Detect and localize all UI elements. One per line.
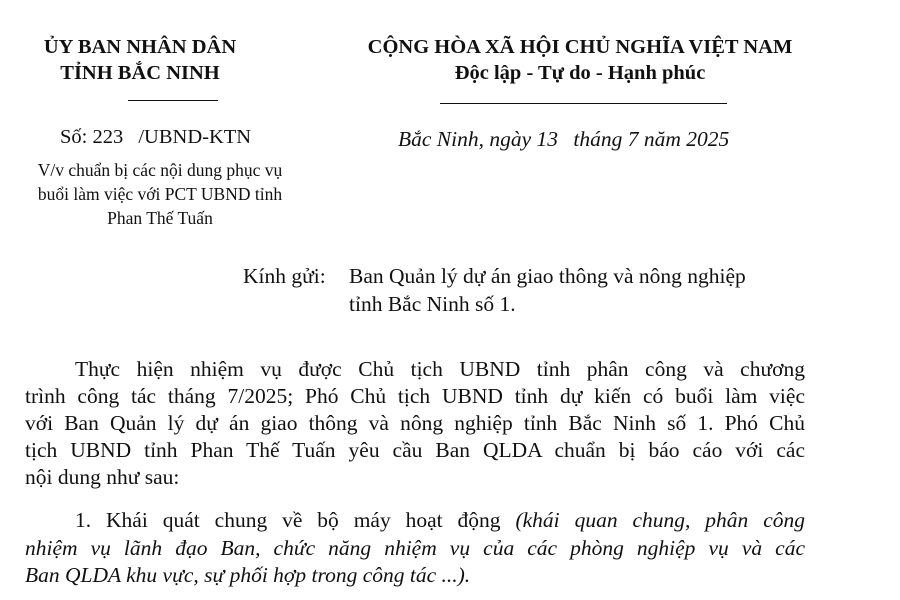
text-line: nhiệm vụ lãnh đạo Ban, chức năng nhiệm vụ của các phòng nghiệp vụ và các (25, 536, 805, 560)
item-italic: (khái quan chung, phân công (515, 508, 806, 532)
number-label: Số: (60, 126, 88, 148)
text-line: tịch UBND tỉnh Phan Thế Tuấn yêu cầu Ban QLDA chuẩn bị báo cáo với các (25, 438, 805, 462)
subject-line: Phan Thế Tuấn (107, 208, 213, 228)
national-motto: Độc lập - Tự do - Hạnh phúc (454, 62, 706, 84)
national-title: CỘNG HÒA XÃ HỘI CHỦ NGHĨA VIỆT NAM (367, 36, 793, 58)
recipient-label: Kính gửi: (243, 264, 326, 288)
text-line: nội dung như sau: (25, 465, 180, 489)
document-number (60, 124, 251, 151)
text-line: trình công tác tháng 7/2025; Phó Chủ tịch UBND tỉnh dự kiến có buổi làm việc (25, 384, 805, 408)
date-rest: tháng 7 năm 2025 (573, 127, 730, 151)
issuer-line2: TỈNH BẮC NINH (60, 62, 220, 84)
date-line (398, 126, 729, 153)
text-line: Ban QLDA khu vực, sự phối hợp trong công tác ...). (25, 563, 471, 587)
issuer-divider (128, 100, 218, 101)
date-place: Bắc Ninh, ngày 13 (398, 127, 559, 151)
number-suffix: /UBND-KTN (138, 126, 252, 148)
national-divider (440, 103, 727, 104)
subject-line: V/v chuẩn bị các nội dung phục vụ (37, 160, 283, 180)
subject-line: buổi làm việc với PCT UBND tỉnh (37, 184, 283, 204)
recipient-line: Ban Quản lý dự án giao thông và nông nghiệp (349, 264, 746, 288)
text-line (75, 507, 805, 534)
number-value: 223 (92, 126, 124, 148)
text-line: với Ban Quản lý dự án giao thông và nông nghiệp tỉnh Bắc Ninh số 1. Phó Chủ (25, 411, 805, 435)
text-line: Thực hiện nhiệm vụ được Chủ tịch UBND tỉnh phân công và chương (75, 357, 805, 381)
recipient-line: tỉnh Bắc Ninh số 1. (349, 292, 516, 316)
issuer-line1: ỦY BAN NHÂN DÂN (43, 36, 237, 58)
item-lead: 1. Khái quát chung về bộ máy hoạt động (75, 508, 501, 532)
